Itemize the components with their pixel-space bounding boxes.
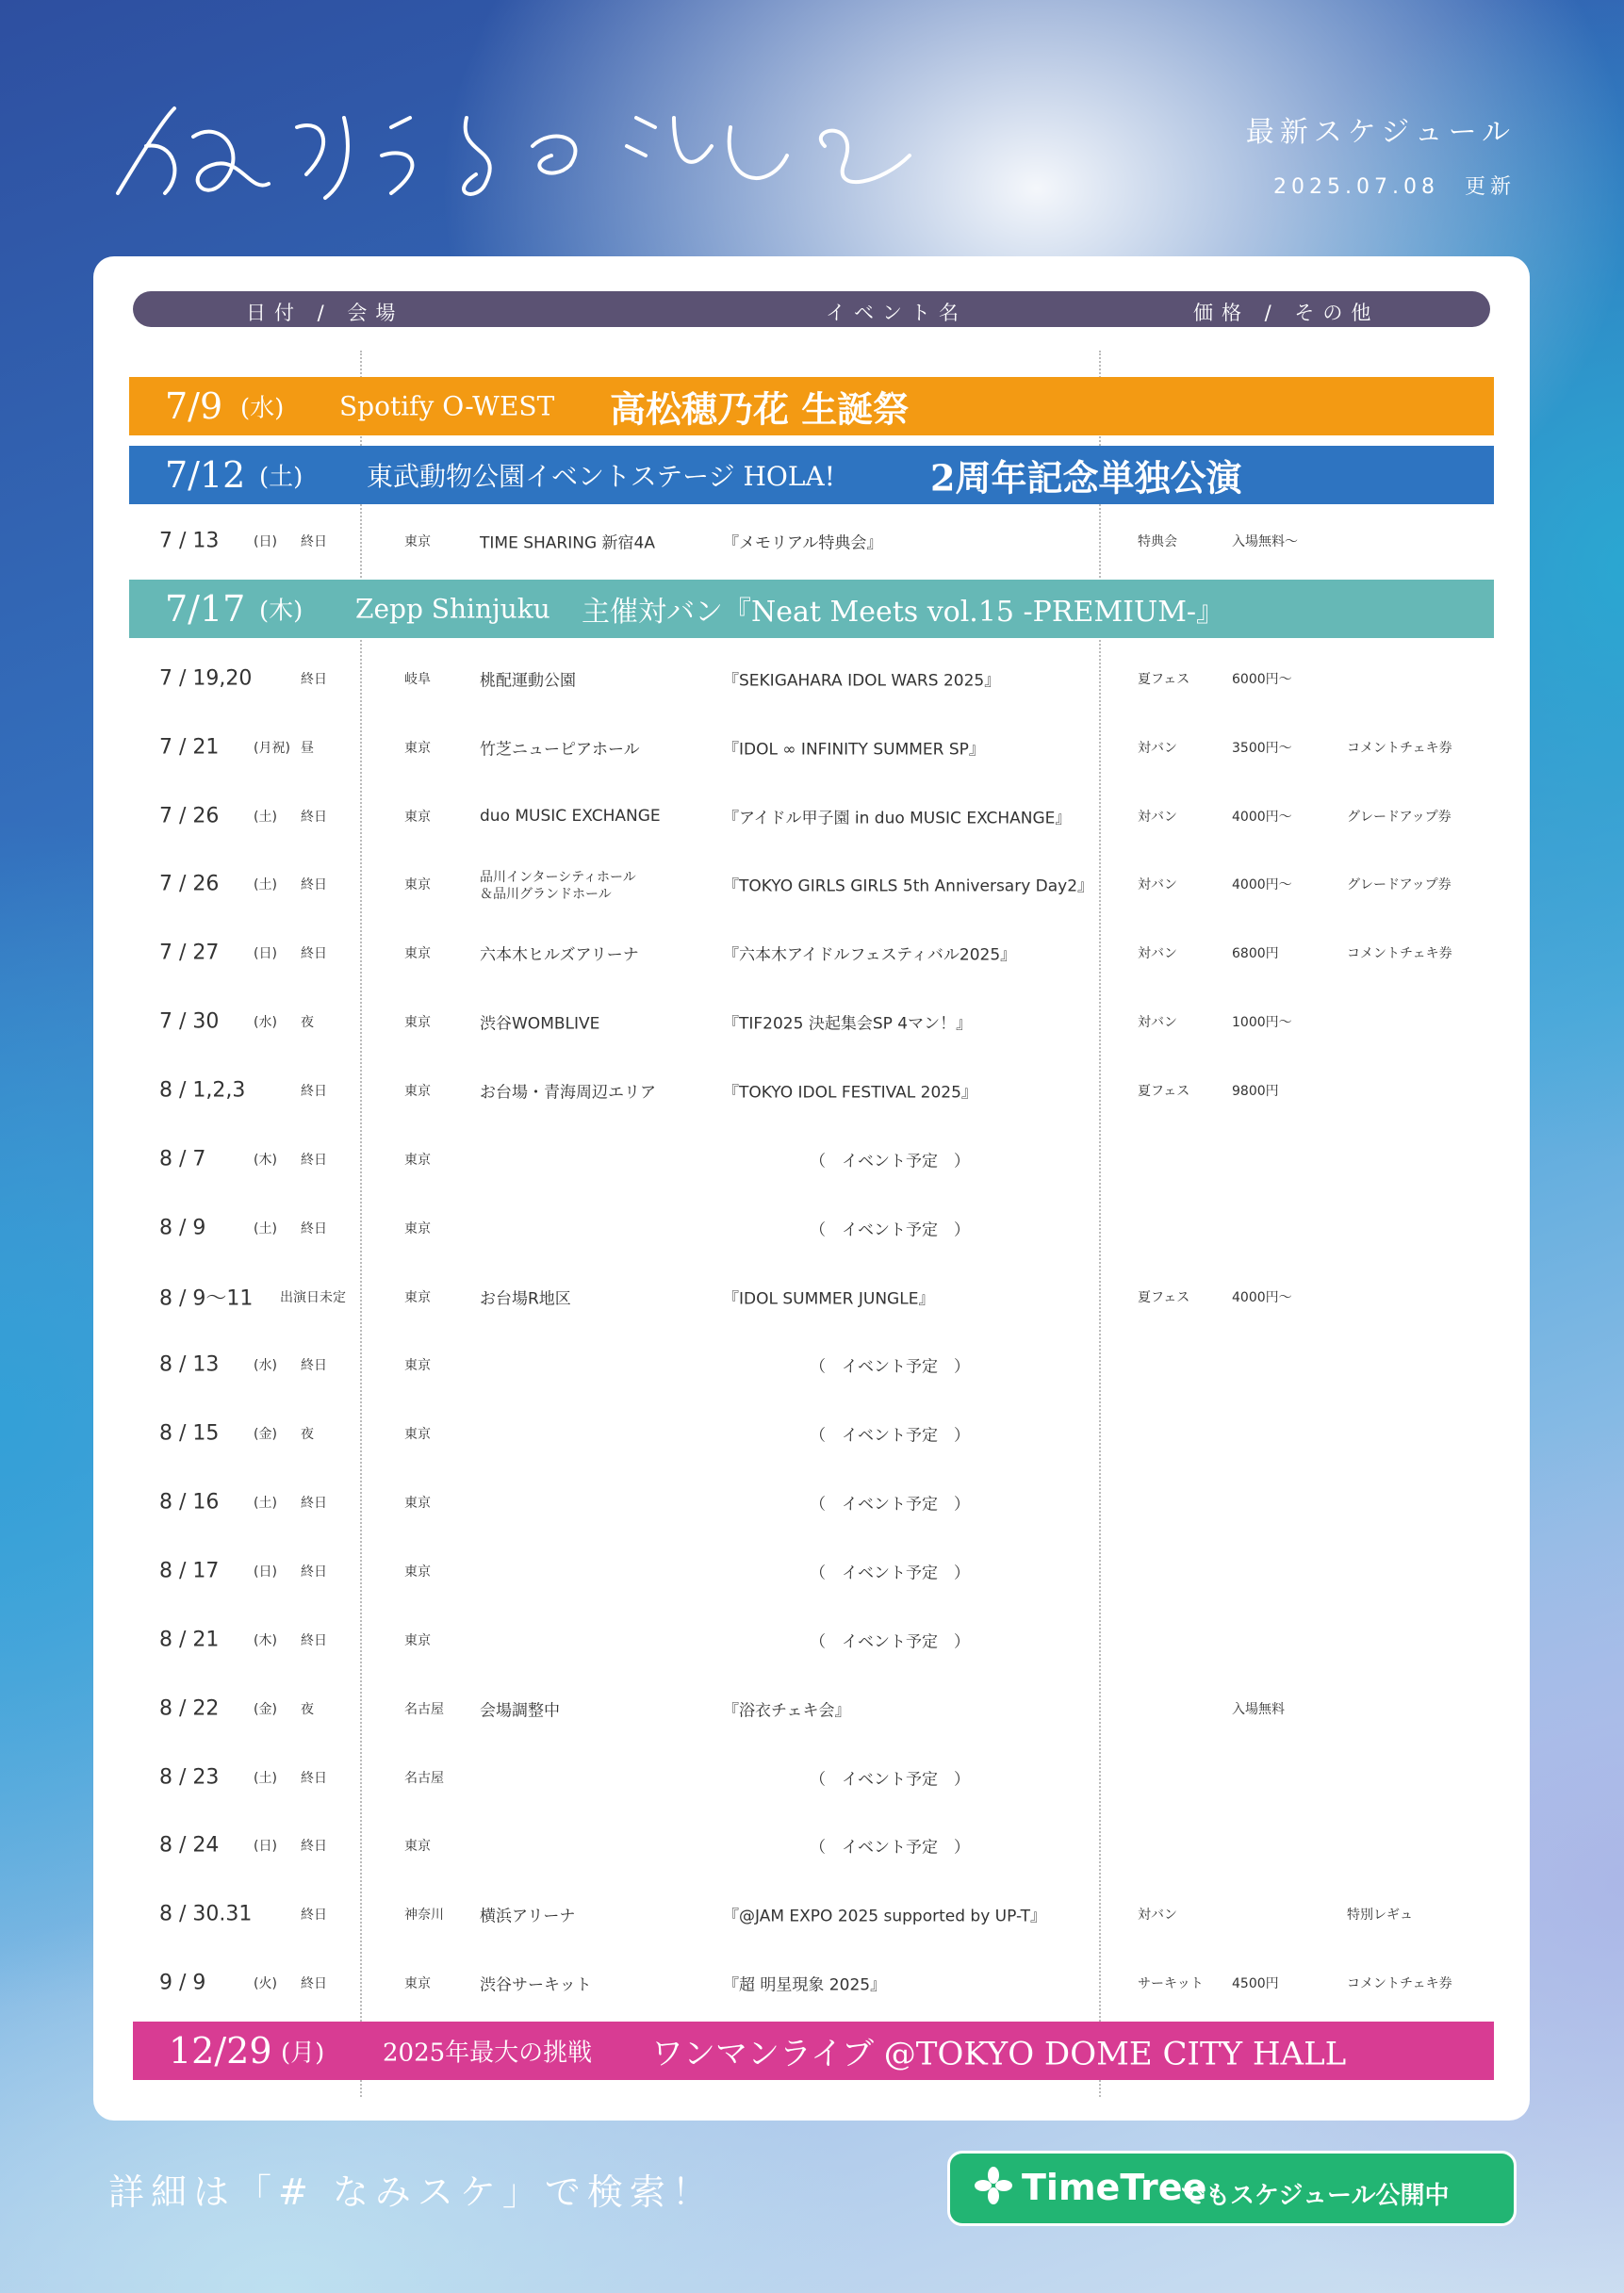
highlight-dow: (土): [259, 463, 303, 492]
highlight-event: 2周年記念単独公演: [930, 456, 1242, 500]
row-pref: 東京: [404, 1976, 431, 1991]
row-pref: 東京: [404, 1633, 431, 1648]
row-event: （ イベント予定 ）: [810, 1838, 970, 1858]
row-event: （ イベント予定 ）: [810, 1357, 970, 1377]
row-dow: (火): [254, 1976, 277, 1991]
row-dow: (金): [254, 1702, 277, 1717]
schedule-row: [93, 1621, 1530, 1659]
row-price: 6800円: [1232, 946, 1279, 961]
row-time: 昼: [301, 741, 314, 756]
row-other: 特別レギュ: [1347, 1908, 1413, 1923]
row-event: 『SEKIGAHARA IDOL WARS 2025』: [723, 671, 1001, 691]
row-date: 8 / 23: [159, 1765, 220, 1790]
schedule-row: [93, 1964, 1530, 2002]
schedule-row: [93, 865, 1530, 903]
schedule-row: [93, 934, 1530, 972]
row-dow: (日): [254, 1564, 277, 1580]
row-time: 終日: [301, 672, 327, 687]
row-time: 終日: [301, 1771, 327, 1786]
row-pref: 東京: [404, 741, 431, 756]
schedule-row: [93, 1759, 1530, 1796]
row-pref: 東京: [404, 1221, 431, 1237]
row-event: （ イベント予定 ）: [810, 1770, 970, 1790]
row-event: 『IDOL ∞ INFINITY SUMMER SP』: [723, 740, 985, 760]
row-other: コメントチェキ券: [1347, 946, 1452, 961]
row-dow: (水): [254, 1015, 277, 1030]
schedule-row: [93, 660, 1530, 697]
row-dow: (月祝): [254, 741, 290, 756]
row-venue: 横浜アリーナ: [480, 1907, 576, 1926]
row-dow: (木): [254, 1153, 277, 1168]
row-time: 終日: [301, 810, 327, 825]
highlight-dow: (木): [259, 597, 303, 626]
row-price: 4500円: [1232, 1976, 1279, 1991]
row-venue-line2: ＆品川グランドホール: [480, 887, 612, 902]
row-type: 夏フェス: [1138, 1084, 1190, 1099]
row-event: 『六本木アイドルフェスティバル2025』: [723, 945, 1017, 965]
schedule-row: [93, 1278, 1530, 1316]
row-venue: 竹芝ニューピアホール: [480, 740, 640, 760]
schedule-row: [93, 1140, 1530, 1178]
row-pref: 東京: [404, 810, 431, 825]
row-venue: 六本木ヒルズアリーナ: [480, 945, 639, 965]
row-type: 対バン: [1138, 741, 1177, 756]
row-pref: 東京: [404, 877, 431, 893]
row-date: 8 / 24: [159, 1833, 220, 1858]
schedule-row: [93, 797, 1530, 835]
row-time: 終日: [301, 877, 327, 893]
row-venue: 品川インターシティホール: [480, 870, 636, 885]
row-venue: お台場・青海周辺エリア: [480, 1083, 656, 1103]
schedule-row: [93, 729, 1530, 766]
row-event: 『TOKYO IDOL FESTIVAL 2025』: [723, 1083, 977, 1103]
highlight-venue: Spotify O-WEST: [339, 390, 555, 422]
group-logo: [108, 90, 947, 221]
row-pref: 東京: [404, 1839, 431, 1854]
row-event: （ イベント予定 ）: [810, 1632, 970, 1652]
row-other: グレードアップ券: [1347, 810, 1452, 825]
row-date: 7 / 13: [159, 529, 220, 553]
col-date-venue: 日付 / 会場: [246, 302, 404, 324]
row-price: 入場無料〜: [1232, 534, 1298, 549]
row-venue: 桃配運動公園: [480, 671, 576, 691]
schedule-card: [93, 256, 1530, 2121]
row-venue: duo MUSIC EXCHANGE: [480, 807, 661, 826]
highlight-date: 12/29: [169, 2030, 272, 2072]
row-event: （ イベント予定 ）: [810, 1564, 970, 1583]
row-price: 4000円〜: [1232, 1290, 1292, 1305]
col-event: イベント名: [826, 302, 967, 324]
row-date: 9 / 9: [159, 1971, 206, 1995]
row-time: 終日: [301, 946, 327, 961]
highlight-row: [133, 2022, 1494, 2080]
row-dow: (日): [254, 946, 277, 961]
row-price: 1000円〜: [1232, 1015, 1292, 1030]
row-type: 特典会: [1138, 534, 1177, 549]
row-time: 終日: [301, 1221, 327, 1237]
row-pref: 東京: [404, 534, 431, 549]
row-event: （ イベント予定 ）: [810, 1220, 970, 1240]
row-time: 終日: [301, 534, 327, 549]
schedule-row: [93, 1690, 1530, 1728]
schedule-row: [93, 1072, 1530, 1109]
row-time: 夜: [301, 1015, 314, 1030]
highlight-date: 7/17: [165, 588, 246, 630]
timetree-caption: でもスケジュール公開中: [1181, 2182, 1450, 2210]
row-time: 終日: [301, 1908, 327, 1923]
row-dow: (日): [254, 534, 277, 549]
row-time: 終日: [301, 1084, 327, 1099]
row-type: 対バン: [1138, 877, 1177, 893]
highlight-row: [129, 446, 1494, 504]
row-venue: 渋谷WOMBLIVE: [480, 1014, 600, 1034]
schedule-header: [1246, 108, 1516, 200]
row-pref: 名古屋: [404, 1771, 444, 1786]
row-event: （ イベント予定 ）: [810, 1426, 970, 1446]
row-date: 7 / 21: [159, 735, 220, 760]
row-date: 8 / 1,2,3: [159, 1078, 246, 1103]
row-pref: 東京: [404, 1496, 431, 1511]
row-dow: (土): [254, 1771, 277, 1786]
row-time: 終日: [301, 1976, 327, 1991]
row-other: コメントチェキ券: [1347, 741, 1452, 756]
row-pref: 東京: [404, 1290, 431, 1305]
row-type: 夏フェス: [1138, 1290, 1190, 1305]
row-pref: 岐阜: [404, 672, 431, 687]
highlight-date: 7/9: [165, 385, 223, 427]
row-time: 終日: [301, 1839, 327, 1854]
row-event: 『超 明星現象 2025』: [723, 1975, 887, 1995]
row-date: 8 / 22: [159, 1696, 220, 1721]
row-price: 3500円〜: [1232, 741, 1292, 756]
row-event: 『IDOL SUMMER JUNGLE』: [723, 1289, 935, 1309]
row-venue: TIME SHARING 新宿4A: [480, 533, 655, 553]
row-type: 対バン: [1138, 810, 1177, 825]
row-pref: 東京: [404, 1427, 431, 1442]
row-dow: (金): [254, 1427, 277, 1442]
row-type: 対バン: [1138, 946, 1177, 961]
row-other: コメントチェキ券: [1347, 1976, 1452, 1991]
timetree-leaf-icon: [975, 2167, 1012, 2204]
highlight-row: [129, 580, 1494, 638]
row-time: 終日: [301, 1153, 327, 1168]
row-pref: 東京: [404, 1358, 431, 1373]
row-date: 8 / 21: [159, 1628, 220, 1652]
row-dow: (土): [254, 877, 277, 893]
row-dow: (土): [254, 1221, 277, 1237]
row-pref: 神奈川: [404, 1908, 444, 1923]
row-date: 8 / 30.31: [159, 1902, 253, 1926]
row-time: 終日: [301, 1564, 327, 1580]
row-date: 7 / 27: [159, 941, 220, 965]
row-pref: 東京: [404, 1084, 431, 1099]
column-header-bar: [133, 291, 1490, 327]
row-date: 8 / 13: [159, 1352, 220, 1377]
row-date: 7 / 30: [159, 1009, 220, 1034]
highlight-venue: Zepp Shinjuku: [355, 593, 550, 625]
row-dow: (木): [254, 1633, 277, 1648]
row-date: 7 / 26: [159, 872, 220, 896]
row-type: 対バン: [1138, 1015, 1177, 1030]
schedule-row: [93, 1346, 1530, 1384]
row-date: 8 / 9〜11: [159, 1286, 254, 1311]
row-event: 『TIF2025 決起集会SP 4マン！』: [723, 1014, 973, 1034]
schedule-row: [93, 522, 1530, 560]
timetree-brand: TimeTree: [1022, 2167, 1207, 2208]
highlight-venue: 東武動物公園イベントステージ HOLA!: [367, 461, 835, 492]
row-venue: 会場調整中: [480, 1701, 560, 1721]
highlight-row: [129, 377, 1494, 435]
highlight-dow: (月): [281, 2039, 325, 2068]
highlight-venue: 2025年最大の挑戦: [383, 2039, 593, 2068]
row-time: 終日: [301, 1496, 327, 1511]
row-event: （ イベント予定 ）: [810, 1152, 970, 1171]
row-other: グレードアップ券: [1347, 877, 1452, 893]
row-date: 8 / 7: [159, 1147, 206, 1171]
row-time: 夜: [301, 1702, 314, 1717]
row-price: 6000円〜: [1232, 672, 1292, 687]
row-price: 9800円: [1232, 1084, 1279, 1099]
schedule-row: [93, 1003, 1530, 1040]
row-date: 8 / 15: [159, 1421, 220, 1446]
row-venue: お台場R地区: [480, 1289, 571, 1309]
highlight-date: 7/12: [165, 454, 246, 496]
row-event: 『メモリアル特典会』: [723, 533, 883, 553]
schedule-row: [93, 1895, 1530, 1933]
schedule-row: [93, 1826, 1530, 1864]
search-hashtag-text: 詳細は「# なみスケ」で検索！: [108, 2171, 714, 2213]
schedule-row: [93, 1552, 1530, 1590]
row-time: 終日: [301, 1358, 327, 1373]
row-dow: (土): [254, 810, 277, 825]
schedule-title: 最新スケジュール: [1245, 116, 1516, 149]
row-time: 出演日未定: [280, 1290, 346, 1305]
row-date: 8 / 17: [159, 1559, 220, 1583]
row-price: 4000円〜: [1232, 877, 1292, 893]
row-date: 7 / 26: [159, 804, 220, 828]
updated-date: 2025.07.08 更新: [1273, 175, 1516, 199]
row-pref: 名古屋: [404, 1702, 444, 1717]
schedule-row: [93, 1209, 1530, 1247]
row-pref: 東京: [404, 1153, 431, 1168]
row-dow: (土): [254, 1496, 277, 1511]
schedule-row: [93, 1415, 1530, 1452]
row-dow: (日): [254, 1839, 277, 1854]
row-event: 『@JAM EXPO 2025 supported by UP-T』: [723, 1907, 1046, 1926]
row-date: 8 / 9: [159, 1216, 206, 1240]
row-dow: (水): [254, 1358, 277, 1373]
row-event: （ イベント予定 ）: [810, 1495, 970, 1515]
row-type: 対バン: [1138, 1908, 1177, 1923]
highlight-event: 主催対バン『Neat Meets vol.15 -PREMIUM-』: [582, 596, 1225, 629]
row-pref: 東京: [404, 1564, 431, 1580]
row-event: 『TOKYO GIRLS GIRLS 5th Anniversary Day2』: [723, 876, 1094, 896]
row-time: 夜: [301, 1427, 314, 1442]
row-pref: 東京: [404, 1015, 431, 1030]
row-date: 7 / 19,20: [159, 666, 253, 691]
row-date: 8 / 16: [159, 1490, 220, 1515]
highlight-event: 高松穂乃花 生誕祭: [610, 387, 910, 431]
row-venue: 渋谷サーキット: [480, 1975, 592, 1995]
highlight-event: ワンマンライブ @TOKYO DOME CITY HALL: [651, 2035, 1347, 2073]
row-price: 4000円〜: [1232, 810, 1292, 825]
row-price: 入場無料: [1232, 1702, 1285, 1717]
schedule-row: [93, 1483, 1530, 1521]
row-type: 夏フェス: [1138, 672, 1190, 687]
col-price-other: 価格 / その他: [1193, 302, 1380, 324]
row-pref: 東京: [404, 946, 431, 961]
row-event: 『アイドル甲子園 in duo MUSIC EXCHANGE』: [723, 809, 1072, 828]
row-type: サーキット: [1138, 1976, 1204, 1991]
row-time: 終日: [301, 1633, 327, 1648]
timetree-link[interactable]: [947, 2151, 1517, 2226]
highlight-dow: (水): [240, 394, 285, 423]
row-event: 『浴衣チェキ会』: [723, 1701, 851, 1721]
